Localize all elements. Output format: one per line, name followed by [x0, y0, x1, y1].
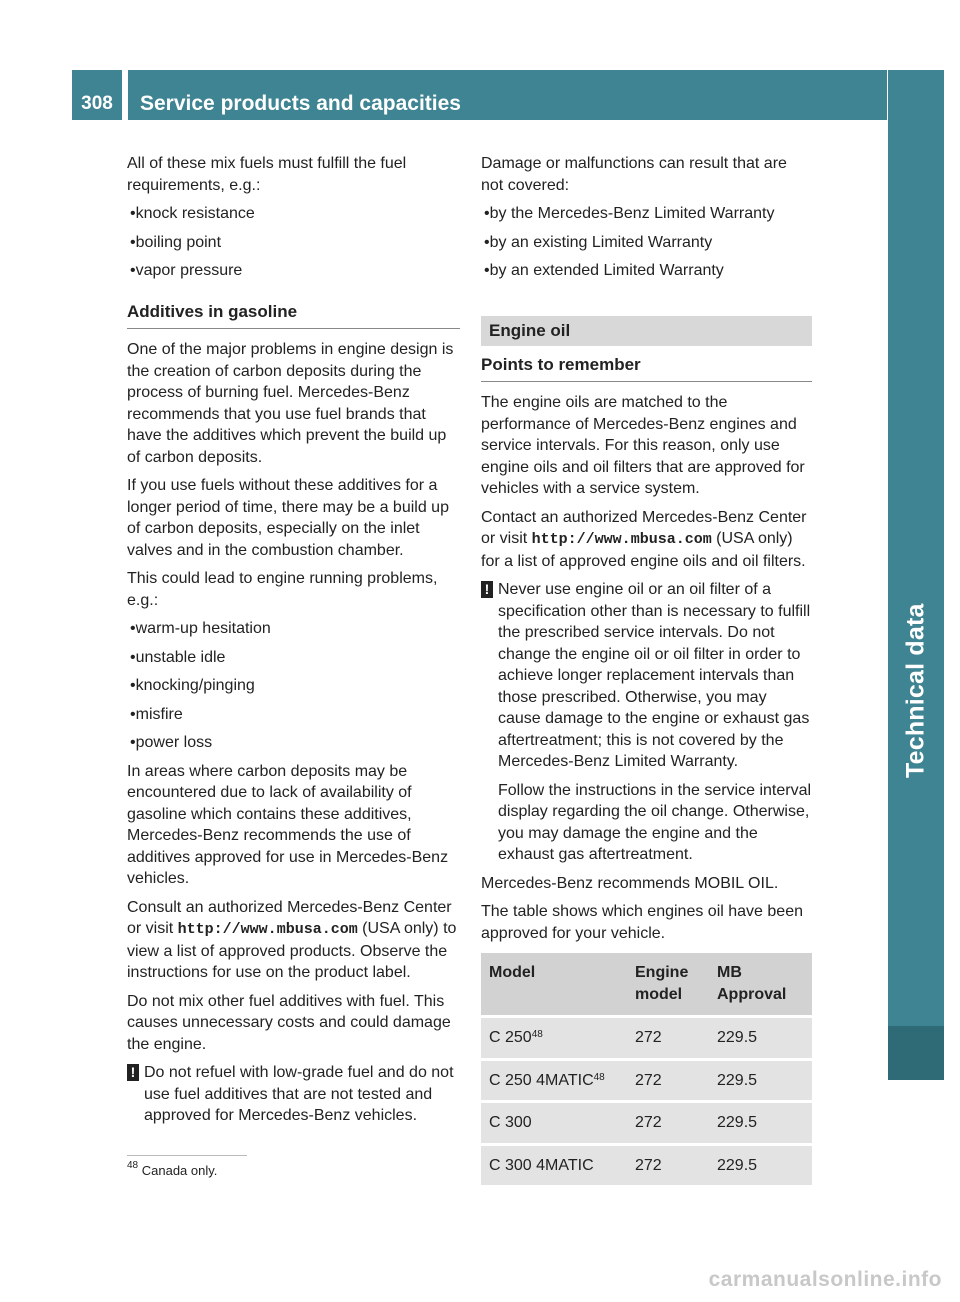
table-cell: C $250^{48}$	[481, 1018, 627, 1058]
intro-text: Damage or malfunctions can result that are not covered:	[481, 155, 787, 194]
list-item: • by an extended Limited Warranty	[481, 260, 812, 282]
table-cell: C 300	[481, 1103, 627, 1143]
heading-additives: Additives in gasoline	[127, 301, 460, 330]
table-cell: 272	[627, 1103, 709, 1143]
list-item: • by an existing Limited Warranty	[481, 232, 812, 254]
watermark: carmanualsonline.info	[708, 1268, 942, 1291]
section-title: Service products and capacities	[128, 70, 887, 120]
section-band-engine-oil: Engine oil	[481, 316, 812, 346]
paragraph: This could lead to engine running problems, e.g.:	[127, 570, 438, 609]
table-cell: 229.5	[709, 1103, 812, 1143]
footnote-ref: 48	[593, 1071, 605, 1083]
heading-points-to-remember: Points to remember	[481, 354, 812, 383]
right-column	[481, 153, 812, 1188]
footnote-ref: 48	[531, 1029, 543, 1040]
table-cell: C 250 4MATIC$^{48}$	[481, 1061, 627, 1101]
footnote-divider	[127, 1155, 247, 1156]
table-row	[481, 1103, 812, 1143]
table-cell: 229.5	[709, 1061, 812, 1101]
table-cell: 272	[627, 1061, 709, 1101]
list-item: • power loss	[127, 732, 460, 754]
paragraph: Consult an authorized Mercedes-Benz Center or visit http://www.mbusa.com (USA only) to view a list of approved products. Observe the instructions for use on the product label.	[127, 898, 457, 981]
page-number: 308	[72, 70, 122, 120]
warning-note: ! Never use engine oil or an oil filter of a specification other than is necessary to fulfill the prescribed service intervals. Do not change the engine oil or oil filter in order to achieve longer replacement intervals than those prescribed. Otherwise, you may cause damage to the engine or exhaust gas aftertreatment; this is not covered by the Mercedes-Benz Limited Warranty.	[481, 579, 812, 773]
warning-note-continued: Follow the instructions in the service interval display regarding the oil change. Otherwise, you may damage the engine and the exhaust gas aftertreatment.	[498, 781, 812, 863]
list-item: • warm-up hesitation	[127, 618, 460, 640]
page-header	[72, 70, 887, 120]
table-cell: C 300 4MATIC	[481, 1146, 627, 1186]
paragraph: Do not mix other fuel additives with fuel. This causes unnecessary costs and could damage the engine.	[127, 992, 451, 1053]
column-header: MB Approval	[709, 953, 812, 1015]
list-item: • misfire	[127, 704, 460, 726]
list-item: • boiling point	[127, 232, 460, 254]
side-tab	[888, 70, 944, 1080]
list-item: • unstable idle	[127, 647, 460, 669]
column-header: Model	[481, 953, 627, 1015]
side-tab-marker	[888, 1026, 944, 1080]
paragraph: The table shows which engines oil have been approved for your vehicle.	[481, 903, 803, 942]
table-cell: 272	[627, 1146, 709, 1186]
table-header-row	[481, 953, 812, 1015]
intro-text: All of these mix fuels must fulfill the fuel requirements, e.g.:	[127, 155, 407, 194]
list-item: • knocking/pinging	[127, 675, 460, 697]
table-cell: 229.5	[709, 1146, 812, 1186]
table-row	[481, 1061, 812, 1101]
mbusa-link[interactable]: http://www.mbusa.com	[177, 921, 358, 938]
left-column	[127, 153, 460, 1134]
table-cell: 272	[627, 1018, 709, 1058]
column-header: Engine model	[627, 953, 709, 1015]
engine-oil-table	[481, 950, 812, 1188]
list-item: • vapor pressure	[127, 260, 460, 282]
paragraph: In areas where carbon deposits may be encountered due to lack of availability of gasoline which contains these additives, Mercedes-Benz recommends the use of additives approved for use in Mercedes-Benz vehicles.	[127, 762, 449, 887]
list-item: • knock resistance	[127, 203, 460, 225]
side-tab-label: Technical data	[901, 603, 930, 778]
warning-icon: !	[481, 581, 493, 598]
table-row	[481, 1146, 812, 1186]
paragraph: The engine oils are matched to the performance of Mercedes-Benz engines and service intervals. For this reason, only use engine oils and oil filters that are approved for vehicles with a service system.	[481, 394, 805, 497]
paragraph: Mercedes-Benz recommends MOBIL OIL.	[481, 874, 779, 892]
warning-icon: !	[127, 1064, 139, 1081]
warning-note: ! Do not refuel with low-grade fuel and do not use fuel additives that are not tested and approved for Mercedes-Benz vehicles.	[127, 1062, 460, 1127]
table-cell: 229.5	[709, 1018, 812, 1058]
mbusa-link[interactable]: http://www.mbusa.com	[531, 531, 712, 548]
table-row	[481, 1018, 812, 1058]
footnote: $^{48}$ Canada only.	[127, 1160, 218, 1178]
paragraph: If you use fuels without these additives for a longer period of time, there may be a build up of carbon deposits, especially on the inlet valves and in the combustion chamber.	[127, 477, 449, 559]
list-item: • by the Mercedes-Benz Limited Warranty	[481, 203, 812, 225]
paragraph: One of the major problems in engine design is the creation of carbon deposits during the process of burning fuel. Mercedes-Benz recommends that you use fuel brands that have the additives which prevent the build up of carbon deposits.	[127, 341, 454, 466]
paragraph: Contact an authorized Mercedes-Benz Center or visit http://www.mbusa.com (USA only) for a list of approved engine oils and oil filters.	[481, 508, 807, 570]
